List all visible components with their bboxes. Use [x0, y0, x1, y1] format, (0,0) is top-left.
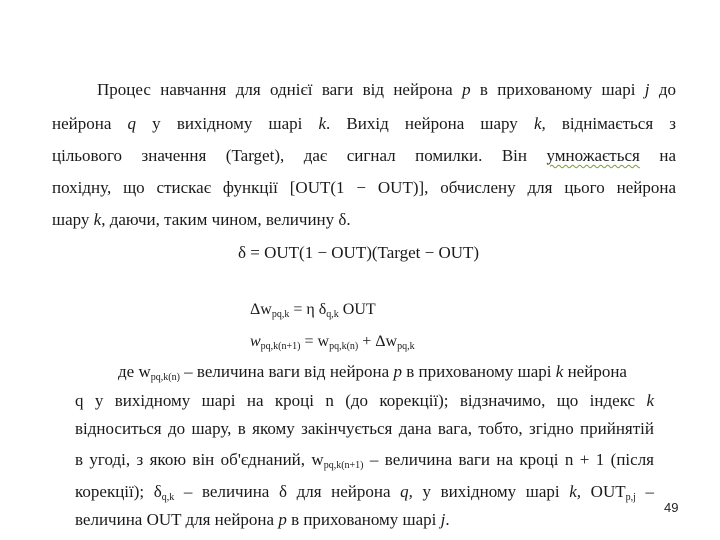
para1-line3: цільового значення (Target), дає сигнал помилки. Він умножається на [52, 146, 676, 165]
para1-line1: Процес навчання для однієї ваги від нейрона p в прихованому шарі j до [97, 80, 676, 99]
para2-line4: в угоді, з якою він об'єднаний, $w_{pq,k(n+1)}$ – величина ваги на кроці n + 1 (після [75, 450, 655, 471]
formula-weight-change: $\Delta w_{pq,k} = \eta$ $\delta_{q,k}$ OUT [250, 301, 376, 320]
para2-line2: q у вихідному шарі на кроці n (до корекції); відзначимо, що індекс k [75, 391, 654, 410]
para2-line5: корекції); $\delta_{q,k}$ – величина δ для нейрона q, у вихідному шарі k, $OUT_{p,j}$ – [75, 482, 655, 503]
spellcheck-word: умножається [546, 146, 640, 165]
para2-line3: відноситься до шару, в якому закінчується дана вага, тобто, згідно прийнятій [75, 419, 654, 438]
page-number: 49 [664, 500, 679, 515]
para1-line5: шару k, даючи, таким чином, величину δ. [52, 210, 351, 229]
para2-line1: де $w_{pq,k(n)}$ – величина ваги від нейрона p в прихованому шарі k нейрона [118, 362, 627, 383]
para1-line4: похідну, що стискає функції [OUT(1 − OUT)], обчислену для цього нейрона [52, 178, 676, 197]
para2-line6: величина OUT для нейрона p в прихованому шарі j. [75, 510, 450, 529]
formula-delta: δ = OUT(1 − OUT)(Target − OUT) [238, 243, 480, 262]
para1-line2: нейрона q у вихідному шарі k. Вихід нейрона шару k, віднімається з [52, 114, 676, 133]
formula-weight-update: $w_{pq,k(n+1)} = w_{pq,k(n)} + \Delta w_{pq,k}$ [250, 333, 415, 352]
